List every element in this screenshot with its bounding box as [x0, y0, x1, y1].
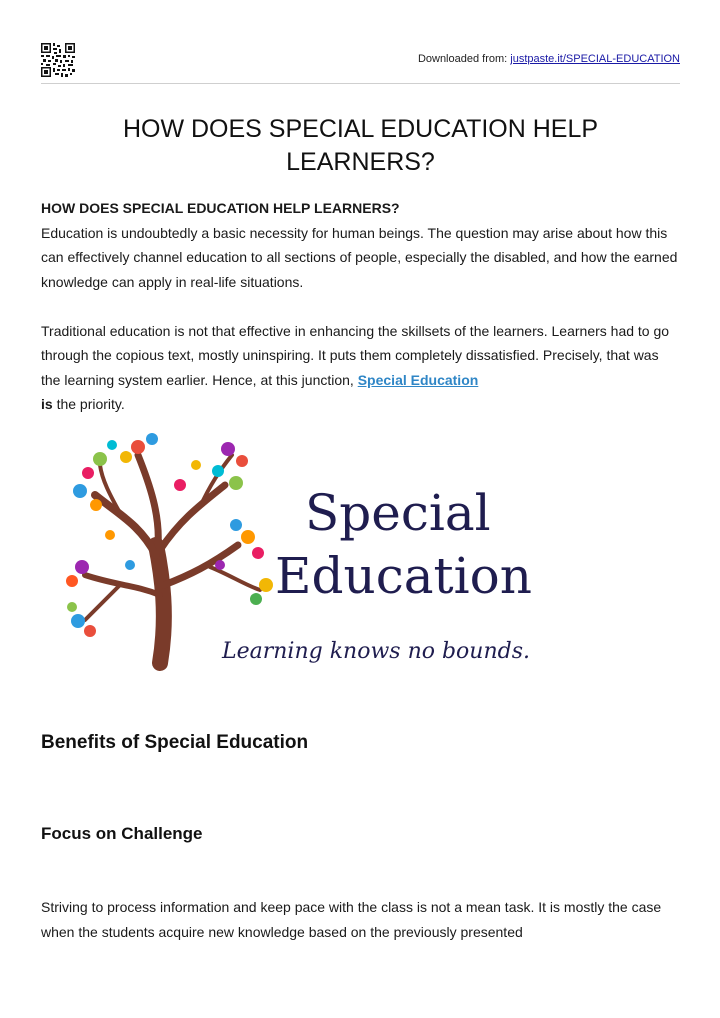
intro-content [41, 196, 681, 417]
special-education-banner [60, 425, 620, 675]
banner-word-education: Education [275, 547, 532, 605]
page-header [41, 43, 680, 84]
special-education-link[interactable]: Special Education [357, 371, 479, 388]
title-line-1: HOW DOES SPECIAL EDUCATION HELP [122, 115, 599, 143]
title-line-2: LEARNERS? [286, 148, 435, 176]
banner-tagline: Learning knows no bounds. [222, 639, 531, 664]
subsection-heading-focus: Focus on Challenge [41, 824, 203, 843]
page-title [41, 113, 680, 179]
download-source-text [418, 53, 680, 65]
downloaded-prefix: Downloaded from: [417, 53, 511, 65]
paragraph-2-end: the priority. [52, 396, 125, 412]
paragraph-2 [41, 319, 681, 417]
paragraph-2-bold: is [41, 396, 53, 412]
banner-word-special: Special [305, 484, 491, 542]
paragraph-2-text: Traditional education is not that effective in enhancing the skillsets of the learners. Learners had to go through the copious text, mostly uninspiring. It puts them completely dissatisfied. Precisely, that was the learning system earlier. Hence, at this junction, [41, 322, 670, 388]
paragraph-3: Striving to process information and keep pace with the class is not a mean task. It is mostly the case when the students acquire new knowledge based on the previously presented [41, 899, 662, 940]
qr-code-icon [41, 43, 75, 77]
source-link[interactable]: justpaste.it/SPECIAL-EDUCATION [510, 53, 680, 65]
paragraph-1: Education is undoubtedly a basic necessity for human beings. The question may arise about how this can effectively channel education to all sections of people, especially the disabled, and how the earned knowledge can apply in real-life situations. [41, 224, 678, 290]
section-heading-benefits: Benefits of Special Education [41, 732, 309, 753]
subheading: HOW DOES SPECIAL EDUCATION HELP LEARNERS? [41, 200, 400, 216]
